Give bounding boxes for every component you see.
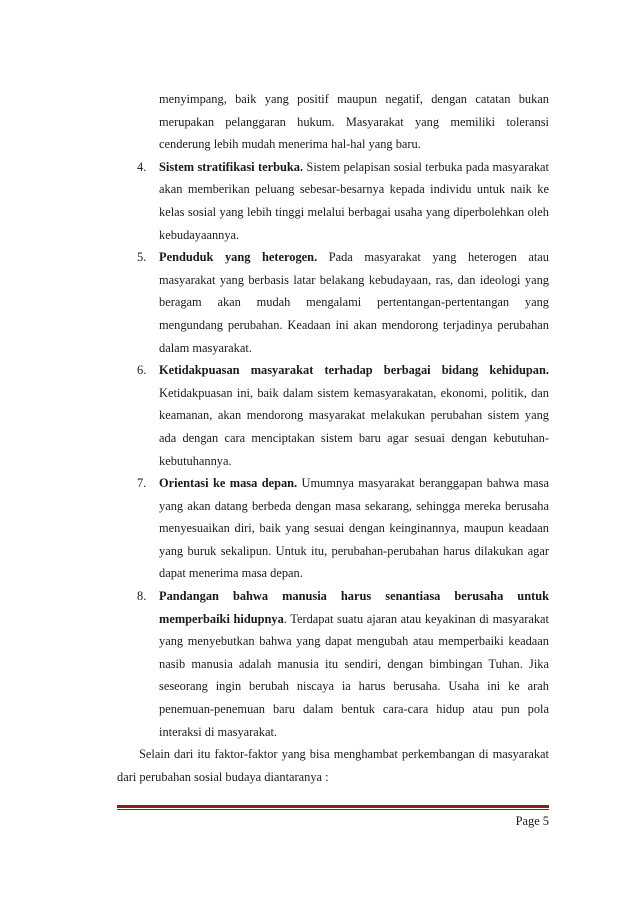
item-text: Pada masyarakat yang heterogen atau masyarakat yang berbasis latar belakang kebudayaan, ras, dan ideologi yang beragam akan mudah mengalami pertentangan-pertentangan yang mengundang perubahan. Keadaan ini akan mendorong terjadinya perubahan dalam masyarakat. <box>159 250 549 355</box>
list-item-4 <box>117 156 549 246</box>
item-text: Umumnya masyarakat beranggapan bahwa masa yang akan datang berbeda dengan masa sekarang, sehingga mereka berusaha menyesuaikan diri, baik yang sesuai dengan keinginannya, maupun keadaan yang buruk sekalipun. Untuk itu, perubahan-perubahan harus dilakukan agar dapat menerima masa depan. <box>159 476 549 581</box>
list-item-5 <box>117 246 549 359</box>
page-number: Page 5 <box>515 814 549 828</box>
continuation-paragraph: menyimpang, baik yang positif maupun negatif, dengan catatan bukan merupakan pelanggaran hukum. Masyarakat yang memiliki toleransi cenderung lebih mudah menerima hal-hal yang baru. <box>159 92 549 152</box>
footer-rule-thick <box>117 805 549 808</box>
list-number: 8. <box>137 589 147 604</box>
item-text: . Terdapat suatu ajaran atau keyakinan di masyarakat yang menyebutkan bahwa yang dapat mengubah atau memperbaiki keadaan nasib manusia adalah manusia itu sendiri, dengan bimbingan Tuhan. Jika seseorang ingin berubah niscaya ia harus berusaha. Usaha ini ke arah penemuan-penemuan baru dalam bentuk cara-cara hidup atau pun pola interaksi di masyarakat. <box>159 611 549 739</box>
list-number: 4. <box>137 159 147 174</box>
item-text: Ketidakpuasan ini, baik dalam sistem kemasyarakatan, ekonomi, politik, dan keamanan, akan mendorong masyarakat melakukan perubahan sistem yang ada dengan cara menciptakan sistem baru agar sesuai dengan kebutuhan-kebutuhannya. <box>159 385 549 468</box>
item-heading: Penduduk yang heterogen. <box>159 250 318 265</box>
item-heading: Sistem stratifikasi terbuka. <box>159 159 304 174</box>
footer-divider <box>117 805 549 810</box>
list-item-8 <box>117 585 549 743</box>
item-heading: Pandangan bahwa manusia harus senantiasa berusaha untuk memperbaiki hidupnya <box>159 589 549 626</box>
list-number: 6. <box>137 363 147 378</box>
item-text: Sistem pelapisan sosial terbuka pada masyarakat akan memberikan peluang sebesar-besarnya kepada individu untuk naik ke kelas sosial yang lebih tinggi melalui berbagai usaha yang diperbolehkan oleh kebudayaannya. <box>159 159 549 242</box>
closing-paragraph: Selain dari itu faktor-faktor yang bisa menghambat perkembangan di masyarakat dari perubahan sosial budaya diantaranya : <box>117 747 549 784</box>
list-number: 7. <box>137 476 147 491</box>
list-item-7 <box>117 472 549 585</box>
item-heading: Orientasi ke masa depan. <box>159 476 298 491</box>
list-item-6 <box>117 359 549 472</box>
footer-rule-thin <box>117 809 549 810</box>
document-body <box>117 88 549 788</box>
list-number: 5. <box>137 250 147 265</box>
item-heading: Ketidakpuasan masyarakat terhadap berbagai bidang kehidupan. <box>159 363 549 378</box>
